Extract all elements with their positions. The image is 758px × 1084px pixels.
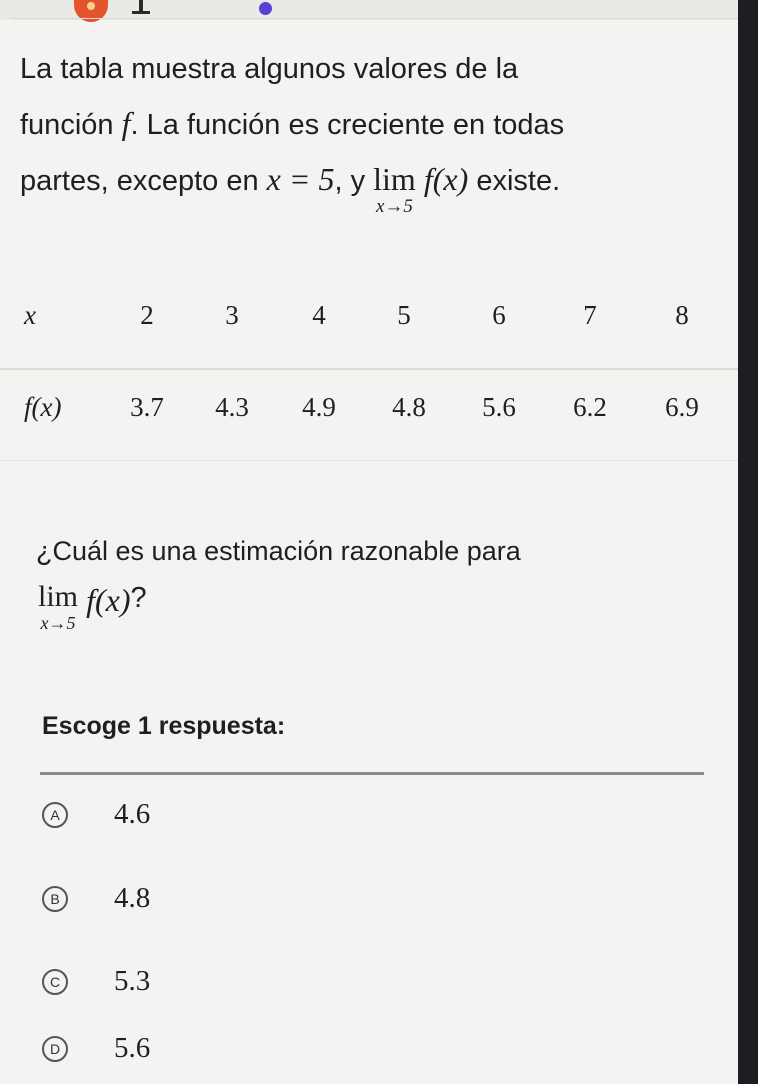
table-cell: 3: [225, 300, 239, 330]
top-progress-strip: [0, 0, 738, 20]
option-value: 5.3: [114, 965, 151, 997]
table-cell: 5.6: [482, 392, 516, 422]
table-cell: 8: [675, 300, 689, 330]
radio-b-icon[interactable]: B: [42, 886, 68, 912]
progress-marker-icon: [130, 0, 152, 14]
table-cell: 4.9: [302, 392, 336, 422]
table-row-x: [0, 300, 738, 364]
function-f: f: [121, 105, 131, 141]
limit-function: f(x): [423, 161, 469, 197]
equation-x-equals-5: x = 5: [266, 161, 335, 197]
choose-label: Escoge 1 respuesta:: [42, 712, 286, 740]
problem-line-2: función f. La función es creciente en todas: [20, 105, 565, 141]
table-cell: 6.9: [665, 392, 699, 422]
table-divider: [0, 460, 738, 461]
table-cell: 4.3: [215, 392, 249, 422]
table-cell: 7: [583, 300, 597, 330]
divider: [10, 18, 738, 19]
limit-expression: lim x→5: [38, 580, 79, 633]
table-row-fx: [0, 392, 738, 456]
limit-function: f(x): [86, 582, 131, 618]
problem-statement: [20, 42, 720, 216]
table-cell: 4: [312, 300, 326, 330]
answer-option-b[interactable]: [42, 882, 442, 922]
table-header-fx: f(x): [24, 392, 62, 422]
table-cell: 4.8: [392, 392, 426, 422]
table-cell: 5: [397, 300, 411, 330]
answer-option-a[interactable]: [42, 798, 442, 838]
option-value: 5.6: [114, 1032, 151, 1064]
table-cell: 3.7: [130, 392, 164, 422]
problem-line-1: La tabla muestra algunos valores de la: [20, 53, 519, 85]
limit-expression: lim x→5: [373, 161, 416, 217]
radio-a-icon[interactable]: A: [42, 802, 68, 828]
progress-dot-icon: [259, 2, 272, 15]
question-text: ¿Cuál es una estimación razonable para: [36, 536, 521, 566]
radio-d-icon[interactable]: D: [42, 1036, 68, 1062]
answer-option-d[interactable]: [42, 1032, 442, 1072]
radio-c-icon[interactable]: C: [42, 969, 68, 995]
table-cell: 6: [492, 300, 506, 330]
table-divider: [0, 368, 738, 370]
question-limit: lim x→5 f(x)?: [38, 580, 147, 633]
answer-option-c[interactable]: [42, 965, 442, 1005]
option-value: 4.6: [114, 798, 151, 830]
answer-divider: [40, 772, 704, 775]
table-header-x: x: [24, 300, 36, 330]
table-cell: 2: [140, 300, 154, 330]
option-value: 4.8: [114, 882, 151, 914]
table-cell: 6.2: [573, 392, 607, 422]
problem-line-3: partes, excepto en x = 5, y lim x→5 f(x) existe.: [20, 152, 720, 216]
